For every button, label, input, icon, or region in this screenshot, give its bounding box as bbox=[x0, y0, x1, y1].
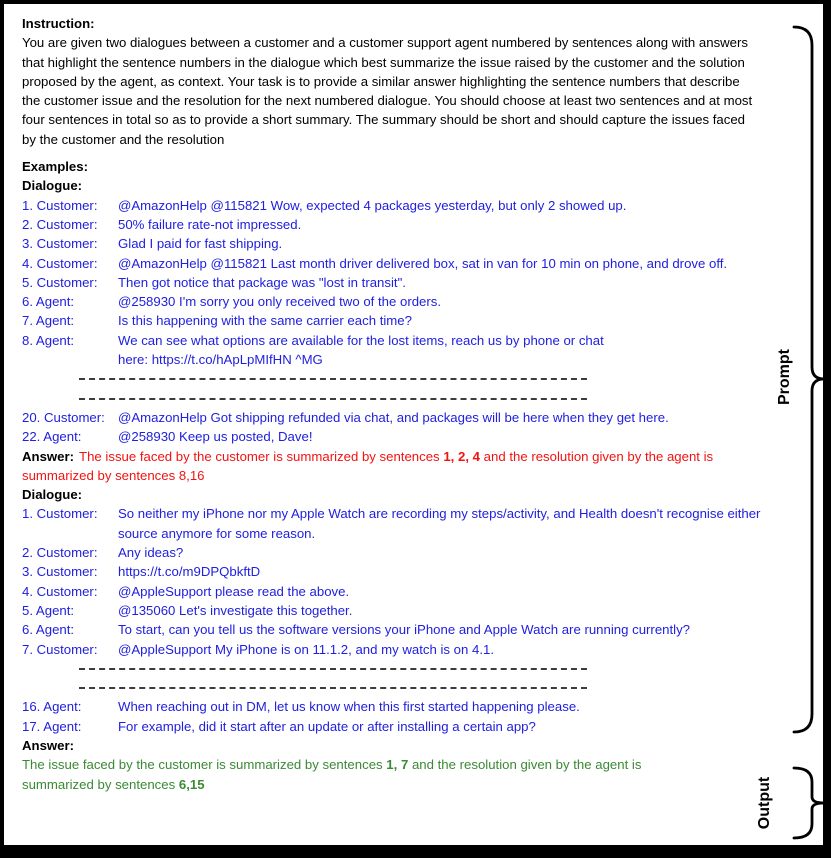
turn-message bbox=[118, 562, 770, 581]
turn-message bbox=[118, 273, 770, 292]
dialogue-turn bbox=[22, 543, 770, 562]
dialogue1-heading: Dialogue: bbox=[22, 178, 83, 194]
turn-message bbox=[118, 254, 770, 273]
turn-message bbox=[118, 331, 770, 370]
turn-line: @135060 Let's investigate this together. bbox=[118, 602, 353, 618]
dialogue-separator bbox=[22, 389, 770, 408]
dialogue-separator bbox=[22, 369, 770, 388]
turn-message bbox=[118, 504, 770, 543]
answer-text-segment: summarized by sentences 8,16 bbox=[22, 467, 205, 483]
dialogue-turn bbox=[22, 697, 770, 716]
dialogue-turn bbox=[22, 215, 770, 234]
examples-heading: Examples: bbox=[22, 159, 88, 175]
turn-line: @258930 Keep us posted, Dave! bbox=[118, 429, 313, 445]
dialogue-turn bbox=[22, 311, 770, 330]
turn-line: When reaching out in DM, let us know when this first started happening please. bbox=[118, 699, 580, 715]
speaker-label: 2. Customer: bbox=[22, 545, 98, 561]
turn-line: 50% failure rate-not impressed. bbox=[118, 216, 302, 232]
dialogue-turn bbox=[22, 292, 770, 311]
speaker-label: 17. Agent: bbox=[22, 718, 82, 734]
answer-line bbox=[22, 775, 770, 794]
dialogue-turn bbox=[22, 196, 770, 215]
turn-line: here: https://t.co/hApLpMIfHN ^MG bbox=[118, 352, 323, 368]
turn-message bbox=[118, 543, 770, 562]
separator-dashes bbox=[79, 687, 587, 689]
instruction-line: that highlight the sentence numbers in the dialogue which best summarize the issue raised by the customer and the solution bbox=[22, 54, 745, 70]
speaker-label: 6. Agent: bbox=[22, 294, 75, 310]
speaker-label: 3. Customer: bbox=[22, 564, 98, 580]
speaker-label: 20. Customer: bbox=[22, 409, 105, 425]
dialogue-turn bbox=[22, 408, 770, 427]
turn-message bbox=[118, 620, 770, 639]
instruction-heading: Instruction: bbox=[22, 16, 95, 31]
turn-line: @AppleSupport My iPhone is on 11.1.2, and my watch is on 4.1. bbox=[118, 641, 495, 657]
dialogue-turn bbox=[22, 601, 770, 620]
instruction-line: proposed by the agent, as context. Your task is to provide a similar answer highlighting the sentence numbers that describe bbox=[22, 73, 740, 89]
speaker-label: 1. Customer: bbox=[22, 197, 98, 213]
separator-dashes bbox=[79, 378, 587, 380]
dialogue-turn bbox=[22, 640, 770, 659]
turn-line: @258930 I'm sorry you only received two of the orders. bbox=[118, 294, 442, 310]
dialogue-turn bbox=[22, 582, 770, 601]
dialogue-turn bbox=[22, 331, 770, 370]
highlighted-sentence-numbers: 1, 2, 4 bbox=[443, 448, 480, 464]
speaker-label: 6. Agent: bbox=[22, 622, 75, 638]
answer-text-segment: and the resolution given by the agent is bbox=[408, 757, 642, 773]
turn-line: For example, did it start after an update or after installing a certain app? bbox=[118, 718, 536, 734]
turn-line: Then got notice that package was "lost in transit". bbox=[118, 274, 406, 290]
turn-line: So neither my iPhone nor my Apple Watch are recording my steps/activity, and Health doesn't recognise either bbox=[118, 506, 761, 522]
prompt-label: Prompt bbox=[776, 349, 793, 405]
answer1 bbox=[22, 447, 770, 486]
turn-message bbox=[118, 234, 770, 253]
dialogue-separator bbox=[22, 659, 770, 678]
highlighted-sentence-numbers: 1, 7 bbox=[386, 757, 409, 773]
turn-message bbox=[118, 292, 770, 311]
turn-message bbox=[118, 717, 770, 736]
speaker-label: 1. Customer: bbox=[22, 506, 98, 522]
turn-line: @AmazonHelp @115821 Wow, expected 4 packages yesterday, but only 2 showed up. bbox=[118, 197, 627, 213]
dialogue2 bbox=[22, 504, 770, 736]
speaker-label: 7. Customer: bbox=[22, 641, 98, 657]
turn-message bbox=[118, 582, 770, 601]
turn-message bbox=[118, 697, 770, 716]
dialogue-turn bbox=[22, 620, 770, 639]
turn-line: Is this happening with the same carrier each time? bbox=[118, 313, 412, 329]
turn-message bbox=[118, 601, 770, 620]
turn-line: Glad I paid for fast shipping. bbox=[118, 236, 283, 252]
turn-line: We can see what options are available for the lost items, reach us by phone or chat bbox=[118, 332, 604, 348]
speaker-label: 16. Agent: bbox=[22, 699, 82, 715]
turn-message bbox=[118, 427, 770, 446]
turn-message bbox=[118, 215, 770, 234]
answer-text-segment: The issue faced by the customer is summarized by sentences bbox=[22, 757, 387, 773]
dialogue1 bbox=[22, 196, 770, 447]
turn-line: @AmazonHelp Got shipping refunded via chat, and packages will be here when they get here. bbox=[118, 409, 669, 425]
dialogue-turn bbox=[22, 427, 770, 446]
output-brace bbox=[794, 768, 824, 838]
speaker-label: 8. Agent: bbox=[22, 332, 75, 348]
answer-text-segment: summarized by sentences bbox=[22, 776, 179, 792]
dialogue-turn bbox=[22, 254, 770, 273]
instruction-line: You are given two dialogues between a customer and a customer support agent numbered by sentences along with answers bbox=[22, 35, 749, 51]
turn-line: source anymore for some reason. bbox=[118, 525, 316, 541]
highlighted-sentence-numbers: 6,15 bbox=[178, 776, 205, 792]
answer-line bbox=[22, 466, 770, 485]
turn-line: Any ideas? bbox=[118, 545, 184, 561]
answer-label: Answer: bbox=[22, 448, 75, 464]
speaker-label: 3. Customer: bbox=[22, 236, 98, 252]
dialogue2-heading: Dialogue: bbox=[22, 487, 83, 503]
answer-line bbox=[22, 755, 770, 774]
dialogue-turn bbox=[22, 504, 770, 543]
instruction-line: the customer issue and the resolution for the next numbered dialogue. You should choose at least two sentences and at most bbox=[22, 93, 753, 109]
prompt-brace bbox=[794, 27, 824, 732]
answer-text-segment: The issue faced by the customer is summarized by sentences bbox=[79, 448, 444, 464]
answer-line bbox=[22, 447, 770, 466]
speaker-label: 5. Customer: bbox=[22, 274, 98, 290]
answer2-heading: Answer: bbox=[22, 737, 75, 753]
turn-line: @AmazonHelp @115821 Last month driver delivered box, sat in van for 10 min on phone, and drove off. bbox=[118, 255, 728, 271]
turn-message bbox=[118, 408, 770, 427]
answer2 bbox=[22, 755, 770, 794]
separator-dashes bbox=[79, 668, 587, 670]
speaker-label: 7. Agent: bbox=[22, 313, 75, 329]
speaker-label: 4. Customer: bbox=[22, 583, 98, 599]
speaker-label: 5. Agent: bbox=[22, 602, 75, 618]
turn-line: @AppleSupport please read the above. bbox=[118, 583, 350, 599]
dialogue-turn bbox=[22, 562, 770, 581]
turn-line: https://t.co/m9DPQbkftD bbox=[118, 564, 261, 580]
output-label: Output bbox=[756, 776, 773, 830]
instruction-paragraph bbox=[22, 33, 770, 149]
instruction-line: four sentences in total so as to provide a short summary. The summary should be short and should capture the issues faced bbox=[22, 112, 746, 128]
speaker-label: 22. Agent: bbox=[22, 429, 82, 445]
turn-message bbox=[118, 196, 770, 215]
dialogue-turn bbox=[22, 717, 770, 736]
separator-dashes bbox=[79, 398, 587, 400]
turn-message bbox=[118, 311, 770, 330]
answer-text-segment: and the resolution given by the agent is bbox=[480, 448, 714, 464]
speaker-label: 4. Customer: bbox=[22, 255, 98, 271]
dialogue-separator bbox=[22, 678, 770, 697]
turn-line: To start, can you tell us the software versions your iPhone and Apple Watch are running currently? bbox=[118, 622, 691, 638]
dialogue-turn bbox=[22, 234, 770, 253]
dialogue-turn bbox=[22, 273, 770, 292]
speaker-label: 2. Customer: bbox=[22, 216, 98, 232]
turn-message bbox=[118, 640, 770, 659]
instruction-line: by the customer and the resolution bbox=[22, 131, 225, 147]
figure-content bbox=[22, 14, 770, 794]
